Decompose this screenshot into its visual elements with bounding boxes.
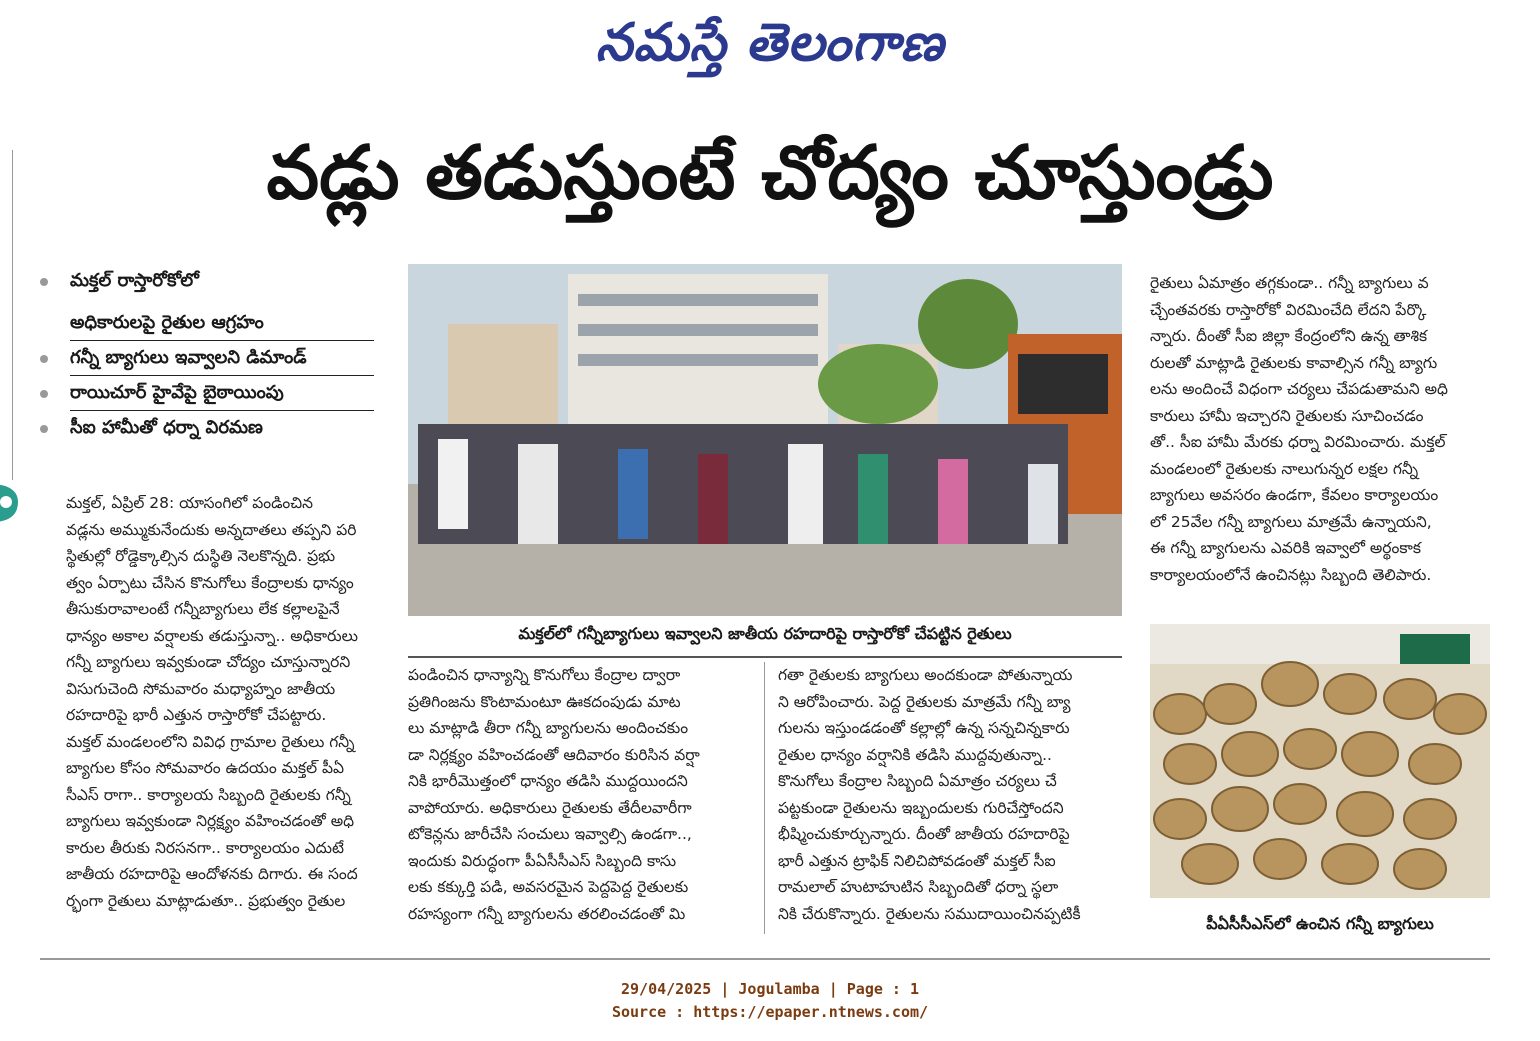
caption-rule	[408, 656, 1122, 658]
article-column-2	[408, 662, 752, 927]
publisher-logo-icon	[0, 480, 22, 526]
highlight-text: మక్తల్ రాస్తారోకోలో	[70, 270, 199, 291]
highlight-item	[34, 343, 374, 373]
article-text-line: లకు కక్కుర్తి పడి, అవసరమైన పెద్దపెద్ద రైతులకు	[408, 878, 689, 896]
article-text-line: చ్చేంతవరకు రాస్తారోకో విరమించేది లేదని పేర్కొ	[1150, 300, 1427, 319]
article-text-line: మండలంలో రైతులకు నాలుగున్నర లక్షల గన్నీ	[1150, 459, 1419, 478]
article-text-line: రులతో మాట్లాడి రైతులకు కావాల్సిన గన్నీ బ్యాగు	[1150, 353, 1438, 372]
article-text-line: గన్నీ బ్యాగులు ఇవ్వకుండా చోద్యం చూస్తున్నారని	[66, 653, 351, 671]
divider	[70, 410, 374, 411]
article-text-line: ఈ గన్నీ బ్యాగులను ఎవరికి ఇవ్వాలో అర్థంకాక	[1150, 539, 1421, 557]
article-text-line: తీసుకురావాలంటే గన్నీబ్యాగులు లేక కల్లాలపైనే	[66, 600, 340, 618]
footer-date-edition: 29/04/2025 | Jogulamba | Page : 1	[620, 980, 919, 998]
article-text-line: బ్యాగులు అవసరం ఉండగా, కేవలం కార్యాలయం	[1150, 486, 1439, 504]
gunny-bags-photo	[1150, 624, 1490, 898]
article-column-4	[1150, 270, 1490, 588]
divider	[70, 340, 374, 341]
article-column-1	[66, 490, 378, 914]
article-text-line: వడ్లను అమ్ముకునేందుకు అన్నదాతలు తప్పని పరి	[66, 520, 357, 539]
article-text-line: రైతులు ఏమాత్రం తగ్గకుండా.. గన్నీ బ్యాగులు వ	[1150, 274, 1429, 292]
photo-caption: మక్తల్‌లో గన్నీబ్యాగులు ఇవ్వాలని జాతీయ రహదారిపై రాస్తారోకో చేపట్టిన రైతులు	[518, 624, 1012, 643]
article-text-line: విసుగుచెంది సోమవారం మధ్యాహ్నం జాతీయ	[66, 679, 336, 698]
article-text-line: న్నారు. దీంతో సీఐ జిల్లా కేంద్రంలోని ఉన్న తాశిక	[1150, 327, 1428, 345]
article-text-line: టోకెన్లను జారీచేసి సంచులు ఇవ్వాల్సి ఉండగా..,	[408, 825, 692, 843]
article-headline: వడ్లు తడుస్తుంటే చోద్యం చూస్తుండ్రు	[266, 130, 1274, 216]
article-text-line: భారీ ఎత్తున ట్రాఫిక్ నిలిచిపోవడంతో మక్తల్ సీఐ	[778, 851, 1056, 870]
highlight-text-line2: అధికారులపై రైతుల ఆగ్రహం	[70, 312, 264, 333]
article-text-line: లు మాట్లాడి తీరా గన్నీ బ్యాగులను అందించకుం	[408, 719, 689, 737]
article-text-line: ఇందుకు విరుద్ధంగా పీఏసీసీఎస్ సిబ్బంది కాసు	[408, 851, 677, 870]
gunny-bags-image	[1150, 624, 1490, 898]
article-text-line: పట్టకుండా రైతులను ఇబ్బందులకు గురిచేస్తోందని	[778, 798, 1064, 817]
protest-photo-image	[408, 264, 1122, 616]
article-text-line: నికి భారీమొత్తంలో ధాన్యం తడిసి ముద్దయిందని	[408, 772, 688, 790]
article-text-line: లను అందించే విధంగా చర్యలు చేపడుతామని అధి	[1150, 380, 1448, 398]
article-text-line: రైతుల ధాన్యం వర్షానికి తడిసి ముద్దవుతున్నా..	[778, 745, 1052, 764]
article-text-line: నికి చేరుకొన్నారు. రైతులను సముదాయించినప్పటికీ	[778, 904, 1081, 923]
article-text-line: రామలాల్ హుటాహుటిన సిబ్బందితో ధర్నా స్థలా	[778, 878, 1059, 896]
footer-source: Source : https://epaper.ntnews.com/	[611, 1003, 929, 1021]
article-text-line: కారులు హామీ ఇచ్చారని రైతులకు సూచించడం	[1150, 406, 1424, 425]
highlights-list	[34, 266, 374, 443]
article-text-line: జాతీయ రహదారిపై ఆందోళనకు దిగారు. ఈ సంద	[66, 865, 358, 883]
article-text-line: కొనుగోలు కేంద్రాల సిబ్బంది ఏమాత్రం చర్యలు చే	[778, 772, 1057, 790]
bags-photo-caption: పీఏసీసీఎస్‌లో ఉంచిన గన్నీ బ్యాగులు	[1206, 914, 1434, 933]
highlight-item	[34, 266, 374, 338]
article-text-line: మక్తల్ మండలంలోని వివిధ గ్రామాల రైతులు గన్నీ	[66, 732, 355, 751]
bullet-dot-icon	[40, 425, 48, 433]
article-text-line: లో 25వేల గన్నీ బ్యాగులు మాత్రమే ఉన్నాయని,	[1150, 512, 1432, 531]
bottom-rule	[40, 958, 1490, 960]
article-text-line: రహదారిపై భారీ ఎత్తున రాస్తారోకో చేపట్టారు.	[66, 706, 327, 724]
bullet-dot-icon	[40, 355, 48, 363]
article-text-line: ప్రతిగింజను కొంటామంటూ ఊకదంపుడు మాట	[408, 692, 681, 711]
article-text-line: ర్భంగా రైతులు మాట్లాడుతూ.. ప్రభుత్వం రైతుల	[66, 891, 346, 910]
article-text-line: కార్యాలయంలోనే ఉంచినట్లు సిబ్బంది తెలిపారు.	[1150, 565, 1432, 584]
article-text-line: త్వం ఏర్పాటు చేసిన కొనుగోలు కేంద్రాలకు ధాన్యం	[66, 573, 354, 592]
article-text-line: బ్యాగులు ఇవ్వకుండా నిర్లక్ష్యం వహించడంతో అధి	[66, 812, 355, 830]
column-rule	[764, 662, 765, 934]
highlight-text: సీఐ హామీతో ధర్నా విరమణ	[70, 417, 263, 438]
highlight-item	[34, 413, 374, 443]
article-text-line: రహస్యంగా గన్నీ బ్యాగులను తరలించడంతో మి	[408, 904, 686, 923]
article-text-line: స్థితుల్లో రోడ్డెక్కాల్సిన దుస్థితి నెలకొన్నది. ప్రభు	[66, 547, 336, 565]
article-column-3	[778, 662, 1122, 927]
article-text-line: బ్యాగుల కోసం సోమవారం ఉదయం మక్తల్ పీఏ	[66, 759, 345, 777]
article-text-line: భీష్మించుకూర్చున్నారు. దీంతో జాతీయ రహదారిపై	[778, 825, 1070, 843]
bullet-dot-icon	[40, 278, 48, 286]
highlight-item	[34, 378, 374, 408]
article-text-line: ని ఆరోపించారు. పెద్ద రైతులకు మాత్రమే గన్నీ బ్యా	[778, 692, 1071, 711]
article-text-line: డా నిర్లక్ష్యం వహించడంతో ఆదివారం కురిసిన వర్షా	[408, 745, 700, 764]
highlight-text: గన్నీ బ్యాగులు ఇవ్వాలని డిమాండ్	[70, 347, 307, 368]
highlight-text: రాయిచూర్ హైవేపై బైఠాయింపు	[70, 382, 284, 403]
article-text-line: పండించిన ధాన్యాన్ని కొనుగోలు కేంద్రాల ద్వారా	[408, 666, 681, 684]
article-text-line: గతా రైతులకు బ్యాగులు అందకుండా పోతున్నాయ	[778, 666, 1073, 684]
article-text-line: తో.. సీఐ హామీ మేరకు ధర్నా విరమించారు. మక్తల్	[1150, 433, 1446, 451]
article-text-line: కారుల తీరుకు నిరసనగా.. కార్యాలయం ఎదుటే	[66, 838, 344, 857]
article-text-line: గులను ఇస్తుండడంతో కల్లాల్లో ఉన్న సన్నచిన్నకారు	[778, 719, 1070, 737]
article-text-line: మక్తల్, ఏప్రిల్ 28: యాసంగిలో పండించిన	[66, 494, 313, 512]
article-text-line: ధాన్యం అకాల వర్షాలకు తడుస్తున్నా.. అధికారులు	[66, 626, 358, 645]
bullet-dot-icon	[40, 390, 48, 398]
divider	[70, 375, 374, 376]
newspaper-masthead: నమస్తే తెలంగాణ	[595, 13, 945, 73]
left-edge-rule	[12, 150, 13, 480]
article-text-line: సీఎస్ రాగా.. కార్యాలయ సిబ్బంది రైతులకు గన్నీ	[66, 785, 351, 804]
article-text-line: వాపోయారు. అధికారులు రైతులకు తేదీలవారీగా	[408, 798, 692, 817]
protest-photo	[408, 264, 1122, 616]
